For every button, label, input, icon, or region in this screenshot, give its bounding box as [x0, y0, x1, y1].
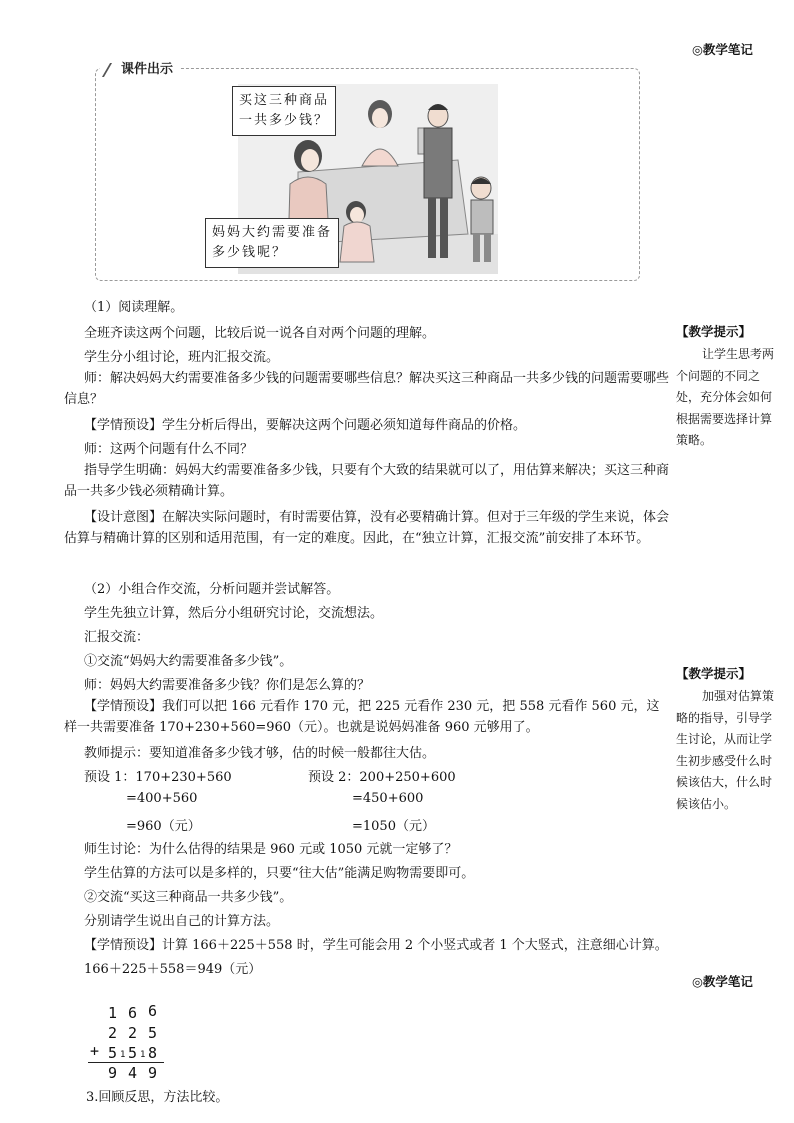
- paragraph: 师：这两个问题有什么不同？: [84, 442, 254, 457]
- paragraph: 【学情预设】学生分析后得出，要解决这两个问题必须知道每件商品的价格。: [84, 418, 527, 433]
- paragraph: 学生分小组讨论，班内汇报交流。: [84, 350, 280, 365]
- paragraph: 全班齐读这两个问题，比较后说一说各自对两个问题的理解。: [84, 326, 436, 341]
- paragraph: ②交流“买这三种商品一共多少钱”。: [84, 890, 293, 905]
- paragraph: ①交流“妈妈大约需要准备多少钱”。: [84, 654, 293, 669]
- paragraph: 【学情预设】计算 166＋225＋558 时，学生可能会用 2 个小竖式或者 1 个大竖式，注意细心计算。: [84, 938, 668, 953]
- preset-2-line: 预设 2：200+250+600: [308, 770, 456, 785]
- sum-line: [88, 1062, 164, 1063]
- paragraph: 指导学生明确：妈妈大约需要准备多少钱，只要有个大致的结果就可以了，用估算来解决；买这三种商品一共多少钱必须精确计算。: [64, 463, 670, 499]
- slash-icon: [102, 63, 122, 77]
- paragraph: 分别请学生说出自己的计算方法。: [84, 914, 280, 929]
- section-2-heading: （2）小组合作交流，分析问题并尝试解答。: [84, 582, 340, 597]
- teaching-notes-label: ◎教学笔记: [692, 974, 753, 989]
- speech-bubble-estimate: 妈妈大约需要准备 多少钱呢？: [205, 218, 339, 268]
- paragraph: 师：解决妈妈大约需要准备多少钱的问题需要哪些信息？解决买这三种商品一共多少钱的问题需要哪些信息？: [64, 371, 670, 407]
- section-1-heading: （1）阅读理解。: [84, 300, 184, 315]
- carry-digit: 1: [120, 1050, 126, 1060]
- paragraph: 师生讨论：为什么估得的结果是 960 元或 1050 元就一定够了？: [84, 842, 458, 857]
- teaching-notes-label: ◎教学笔记: [692, 42, 753, 57]
- carry-digit: 1: [140, 1050, 146, 1060]
- teaching-tip-heading: 【教学提示】: [676, 666, 752, 681]
- preset-1-line: 预设 1：170+230+560: [84, 770, 232, 785]
- paragraph: 师：妈妈大约需要准备多少钱？你们是怎么算的？: [84, 678, 371, 693]
- paragraph: 学生先独立计算，然后分小组研究讨论，交流想法。: [84, 606, 384, 621]
- section-3-heading: 3.回顾反思，方法比较。: [86, 1090, 229, 1105]
- paragraph: 学生估算的方法可以是多样的，只要“往大估”能满足购物需要即可。: [84, 866, 475, 881]
- teaching-tip-text: 让学生思考两个问题的不同之处，充分体会如何根据需要选择计算策略。: [676, 347, 775, 447]
- paragraph: 【设计意图】在解决实际问题时，有时需要估算，没有必要精确计算。但对于三年级的学生来说，体会估算与精确计算的区别和适用范围，有一定的难度。因此，在“独立计算，汇报交流”前安排了本环节。: [64, 510, 670, 546]
- preset-1-line: =960（元）: [126, 819, 201, 834]
- paragraph: 汇报交流：: [84, 630, 150, 645]
- preset-2-line: =1050（元）: [352, 819, 435, 834]
- courseware-label: 课件出示: [100, 58, 179, 77]
- teaching-tip-text: 加强对估算策略的指导，引导学生讨论，从而让学生初步感受什么时候该估大，什么时候该估小。: [676, 689, 775, 811]
- teaching-tip-heading: 【教学提示】: [676, 324, 752, 339]
- plus-sign: +: [90, 1042, 100, 1060]
- equation: 166＋225＋558＝949（元）: [84, 962, 262, 977]
- paragraph: 教师提示：要知道准备多少钱才够，估的时候一般都往大估。: [84, 746, 436, 761]
- speech-bubble-total: 买这三种商品 一共多少钱？: [232, 86, 336, 136]
- preset-2-line: =450+600: [352, 791, 424, 806]
- paragraph: 【学情预设】我们可以把 166 元看作 170 元，把 225 元看作 230 元，把 558 元看作 560 元，这样一共需要准备 170+230+560=960（元）。也就是说妈妈准备 960 元够用了。: [64, 699, 660, 735]
- preset-1-line: =400+560: [126, 791, 198, 806]
